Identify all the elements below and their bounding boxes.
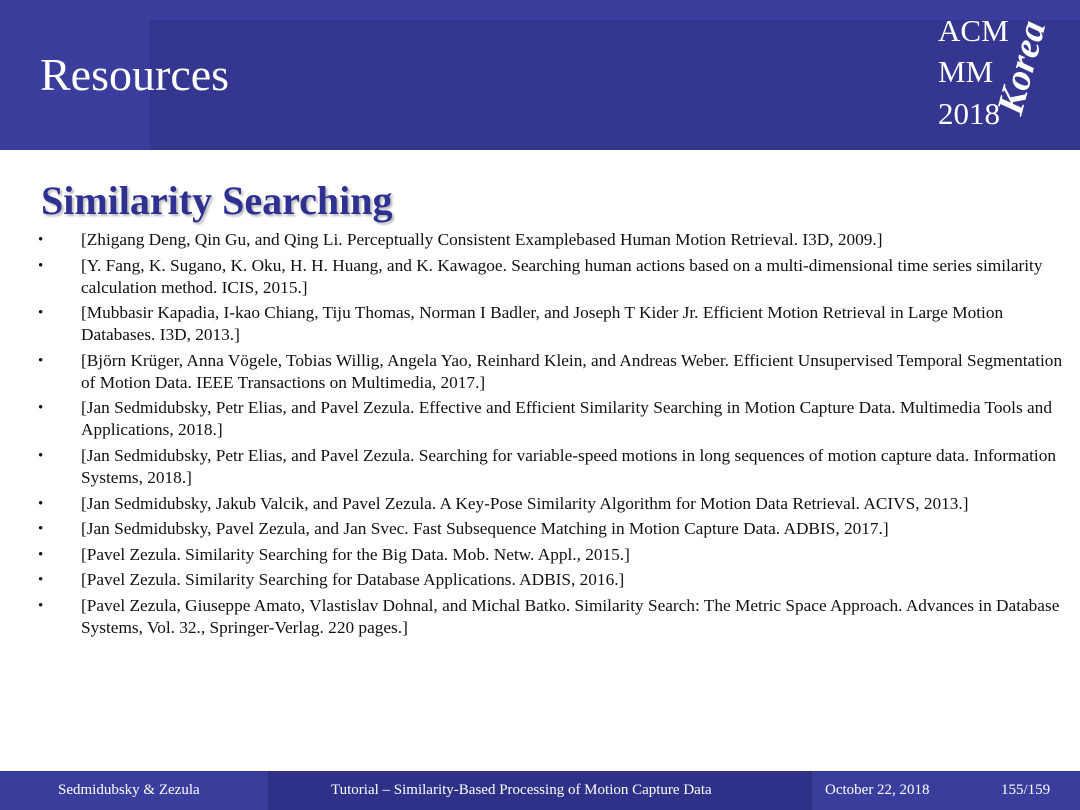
- reference-list: [30, 229, 1070, 643]
- bullet-icon: •: [38, 400, 44, 417]
- bullet-icon: •: [38, 597, 44, 614]
- logo-mm-text: MM: [938, 54, 994, 89]
- bullet-icon: •: [38, 495, 44, 512]
- reference-text: [Björn Krüger, Anna Vögele, Tobias Willig, Angela Yao, Reinhard Klein, and Andreas Weber. Efficient Unsupervised Temporal Segmentation of Motion Data. IEEE Transactions on Multimedia, 2017.]: [81, 350, 1063, 392]
- footer-authors: Sedmidubsky & Zezula: [58, 782, 200, 798]
- bullet-icon: •: [38, 352, 44, 369]
- reference-item: [30, 445, 1070, 489]
- bullet-icon: •: [38, 305, 44, 322]
- logo-year-text: 2018: [938, 96, 1000, 131]
- bullet-icon: •: [38, 257, 44, 274]
- footer-page-number: 155/159: [1001, 782, 1051, 798]
- reference-item: [30, 569, 1070, 591]
- section-heading: Similarity Searching: [41, 178, 393, 223]
- reference-text: [Jan Sedmidubsky, Jakub Valcik, and Pavel Zezula. A Key-Pose Similarity Algorithm for Motion Data Retrieval. ACIVS, 2013.]: [81, 493, 969, 513]
- bullet-icon: •: [38, 232, 44, 248]
- reference-text: [Zhigang Deng, Qin Gu, and Qing Li. Perceptually Consistent Examplebased Human Motion Retrieval. I3D, 2009.]: [81, 230, 883, 249]
- reference-item: [30, 544, 1070, 566]
- bullet-icon: •: [38, 447, 44, 464]
- reference-text: [Pavel Zezula, Giuseppe Amato, Vlastislav Dohnal, and Michal Batko. Similarity Search: The Metric Space Approach. Advances in Database Systems, Vol. 32., Springer-Verlag. 220 pages.]: [81, 595, 1060, 637]
- reference-text: [Pavel Zezula. Similarity Searching for the Big Data. Mob. Netw. Appl., 2015.]: [81, 544, 630, 564]
- footer-tutorial-title: Tutorial – Similarity-Based Processing of Motion Capture Data: [331, 782, 712, 798]
- reference-text: [Jan Sedmidubsky, Pavel Zezula, and Jan Svec. Fast Subsequence Matching in Motion Capture Data. ADBIS, 2017.]: [81, 519, 889, 539]
- reference-item: [30, 397, 1070, 441]
- slide-header: [0, 0, 1080, 150]
- slide-footer: [0, 771, 1080, 810]
- reference-item: [30, 350, 1070, 394]
- logo-acm-text: ACM: [938, 13, 1009, 48]
- reference-text: [Mubbasir Kapadia, I-kao Chiang, Tiju Thomas, Norman I Badler, and Joseph T Kider Jr. Efficient Motion Retrieval in Large Motion Databases. I3D, 2013.]: [81, 303, 1004, 345]
- bullet-icon: •: [38, 572, 44, 589]
- reference-text: [Y. Fang, K. Sugano, K. Oku, H. H. Huang, and K. Kawagoe. Searching human actions based on a multi-dimensional time series similarity calculation method. ICIS, 2015.]: [81, 255, 1043, 297]
- reference-item: [30, 595, 1070, 639]
- reference-text: [Pavel Zezula. Similarity Searching for Database Applications. ADBIS, 2016.]: [81, 570, 625, 590]
- logo-korea-script: Korea: [989, 16, 1055, 119]
- reference-item: [30, 229, 1070, 251]
- reference-item: [30, 493, 1070, 515]
- footer-date: October 22, 2018: [825, 782, 930, 798]
- reference-text: [Jan Sedmidubsky, Petr Elias, and Pavel Zezula. Effective and Efficient Similarity Searching in Motion Capture Data. Multimedia Tools and Applications, 2018.]: [81, 398, 1052, 440]
- acm-mm-2018-korea-logo: [938, 14, 1070, 136]
- reference-text: [Jan Sedmidubsky, Petr Elias, and Pavel Zezula. Searching for variable-speed motions in long sequences of motion capture data. Information Systems, 2018.]: [81, 445, 1056, 487]
- reference-item: [30, 518, 1070, 540]
- reference-item: [30, 255, 1070, 299]
- slide-title: Resources: [40, 49, 230, 100]
- bullet-icon: •: [38, 546, 44, 563]
- reference-item: [30, 302, 1070, 346]
- bullet-icon: •: [38, 521, 44, 538]
